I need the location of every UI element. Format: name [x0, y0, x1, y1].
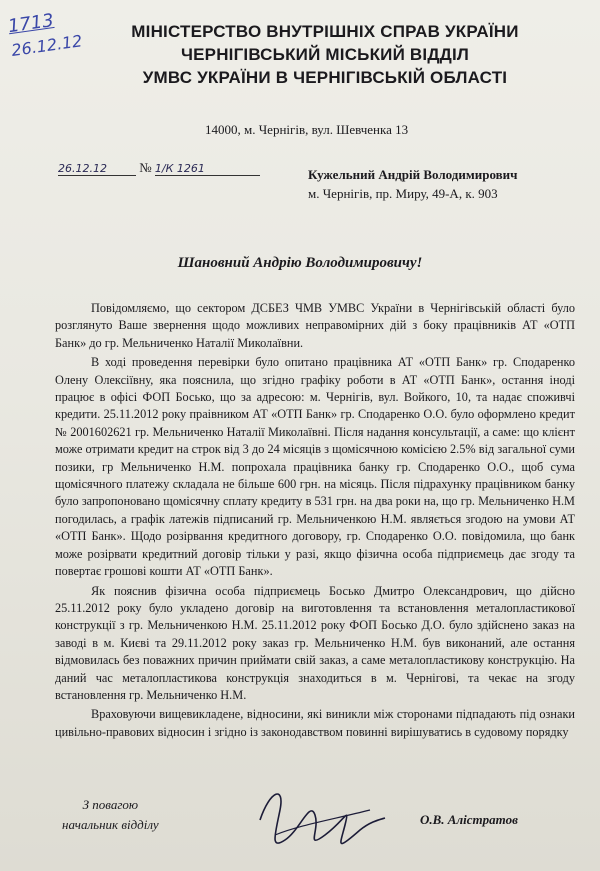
paragraph-1: Повідомляємо, що сектором ДСБЕЗ ЧМВ УМВС України в Чернігівській області було розглянуто Ваше звернення щодо можливих неправомірних дій з боку працівників АТ «ОТП Банк» до гр. Мельниченко Наталії Миколаївни. [55, 301, 575, 350]
letterhead-line-3: УМВС УКРАЇНИ В ЧЕРНІГІВСЬКІЙ ОБЛАСТІ [142, 68, 508, 87]
letterhead-line-1: МІНІСТЕРСТВО ВНУТРІШНІХ СПРАВ УКРАЇНИ [131, 22, 519, 41]
closing-regards: З повагою [82, 797, 139, 812]
recipient-block [308, 165, 578, 203]
letter-body [55, 300, 575, 743]
signature-icon [240, 780, 390, 860]
closing-block [62, 795, 159, 835]
sender-address: 14000, м. Чернігів, вул. Шевченка 13 [205, 122, 409, 137]
paragraph-2: В ході проведення перевірки було опитано працівника АТ «ОТП Банк» гр. Сподаренко Олену Олексіївну, яка пояснила, що згідно графіку роботи в АТ «ОТП Банк», остання іноді працює в офісі ФОП Босько, що за адресою: м. Чернігів, вул. Войкого, 10, та надає споживчі кредити. 25.11.2012 року праівником АТ «ОТП Банк» гр. Сподаренко О.О. було оформлено кредит № 2001602621 гр. Мельниченко Наталії Миколаївні. Після надання консультації, а саме: що клієнт може отримати кредит на строк від 3 до 24 місяців з щомісячною комісією 2.5% від загальної суми позики, гр Мельниченко Н.М. попрохала працівника банку гр. Сподаренко О.О., щоб сума щомісячного платежу складала не більше 600 грн. на місяць. Після підрахунку працівником банку було запропоновано щомісячну сплату кредиту в 531 грн. на два роки на, що гр. Мельниченко Н.М погодилась, а графік латежів підписаний гр. Мельниченкою Н.М. являється згодою на умови АТ «ОТП Банк». Щодо розірвання кредитного договору, гр. Сподаренко О.О. повідомила, що банк може розірвати кредитний договір тільки у разі, якщо фізична особа підприємець дає згоду та повертає грошові кошти АТ «ОТП Банк». [55, 355, 575, 579]
registration-no-label: № [139, 160, 152, 175]
salutation: Шановний Андрію Володимировичу! [177, 255, 423, 271]
letterhead [90, 20, 560, 89]
signer-name: О.В. Алістратов [420, 812, 518, 827]
paragraph-3: Як пояснив фізична особа підприємець Босько Дмитро Олександрович, що дійсно 25.11.2012 року було укладено договір на виготовлення та встановлення металопластикової конструкції з гр. Мельниченкою Н.М. 25.11.2012 року ФОП Босько Д.О. було здійснено заказ на заводі в м. Києві та 29.11.2012 року заказ гр. Мельниченко Н.М. був виконаний, але остання відмовилась без поважних причин приймати свій заказ, а саме металопластикову конструкцію. На даний час металопластикова конструкція знаходиться в м. Чернігові, та чекає на згоду встановлення гр. Мельниченко Н.М. [55, 583, 575, 702]
incoming-stamp [7, 5, 88, 69]
closing-position: начальник відділу [62, 817, 159, 832]
recipient-address: м. Чернігів, пр. Миру, 49-А, к. 903 [308, 186, 498, 201]
registration-line [58, 160, 288, 176]
stamp-number: 1713 [6, 10, 56, 38]
registration-number: 1/К 1261 [155, 162, 260, 176]
paragraph-4: Враховуючи вищевикладене, відносини, які виникли між сторонами підпадають під ознаки цивільно-правових відносин і згідно із законодавством повинні вирішуватись в судовому порядку [55, 707, 575, 739]
recipient-name: Кужельний Андрій Володимирович [308, 167, 518, 182]
registration-date: 26.12.12 [58, 162, 136, 176]
letterhead-line-2: ЧЕРНІГІВСЬКИЙ МІСЬКИЙ ВІДДІЛ [180, 45, 470, 64]
stamp-date: 26.12.12 [10, 31, 84, 60]
